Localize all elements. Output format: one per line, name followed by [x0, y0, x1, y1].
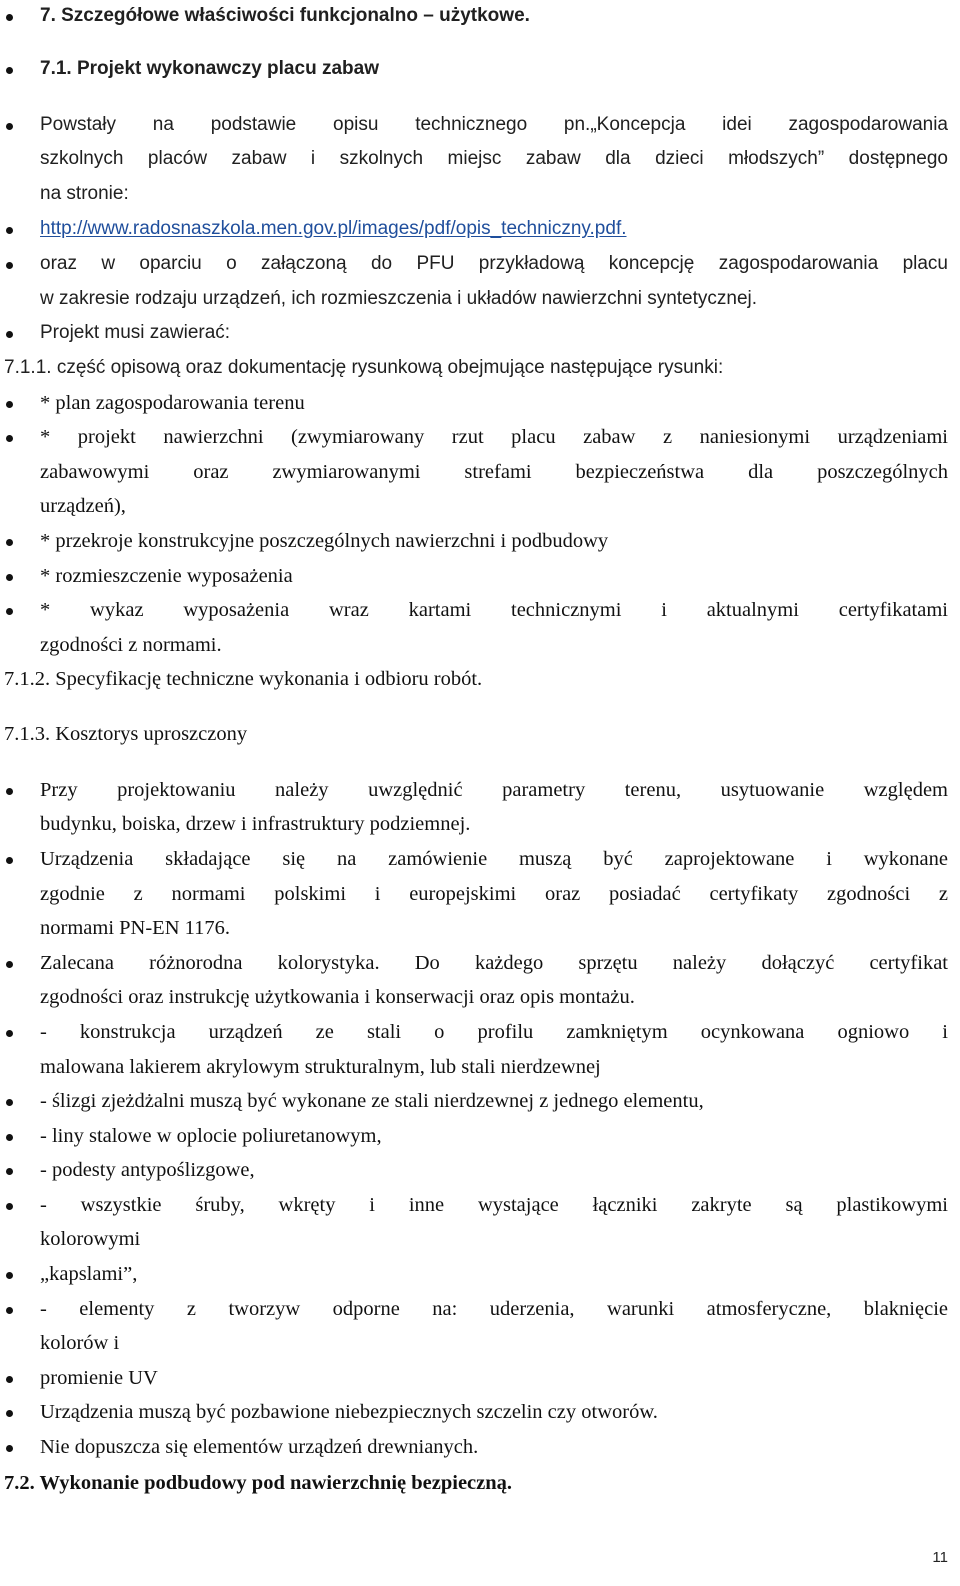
doc-line: kolorowymi: [40, 1228, 141, 1250]
bullet-icon: [6, 608, 13, 615]
doc-line: Nie dopuszcza się elementów urządzeń drewnianych.: [40, 1436, 479, 1458]
doc-line: „kapslami”,: [40, 1263, 138, 1285]
bullet-icon: [6, 123, 13, 130]
doc-line: zgodności oraz instrukcję użytkowania i konserwacji oraz opis montażu.: [40, 986, 635, 1008]
bullet-icon: [6, 574, 13, 581]
doc-line: - wszystkie śruby, wkręty i inne wystające łączniki zakryte są plastikowymi: [40, 1194, 948, 1216]
doc-line: Przy projektowaniu należy uwzględnić parametry terenu, usytuowanie względem: [40, 779, 948, 801]
bullet-icon: [6, 1376, 13, 1383]
bullet-icon: [6, 1030, 13, 1037]
doc-line: w zakresie rodzaju urządzeń, ich rozmieszczenia i układów nawierzchni syntetycznej.: [40, 288, 758, 309]
doc-line: kolorów i: [40, 1332, 120, 1354]
doc-line: - konstrukcja urządzeń ze stali o profilu zamkniętym ocynkowana ogniowo i: [40, 1021, 948, 1043]
doc-line: - liny stalowe w oplocie poliuretanowym,: [40, 1125, 382, 1147]
doc-line: 7.2. Wykonanie podbudowy pod nawierzchnię bezpieczną.: [4, 1472, 513, 1494]
doc-line: Urządzenia muszą być pozbawione niebezpiecznych szczelin czy otworów.: [40, 1401, 658, 1423]
doc-line: Urządzenia składające się na zamówienie muszą być zaprojektowane i wykonane: [40, 848, 948, 870]
bullet-icon: [6, 67, 13, 74]
bullet-icon: [6, 1272, 13, 1279]
bullet-icon: [6, 857, 13, 864]
doc-line: 7.1.1. część opisową oraz dokumentację rysunkową obejmujące następujące rysunki:: [4, 357, 724, 378]
bullet-icon: [6, 14, 13, 21]
doc-line: * wykaz wyposażenia wraz kartami technicznymi i aktualnymi certyfikatami: [40, 599, 948, 621]
bullet-icon: [6, 1134, 13, 1141]
doc-line: Powstały na podstawie opisu technicznego pn.„Koncepcja idei zagospodarowania: [40, 114, 948, 135]
doc-line: - elementy z tworzyw odporne na: uderzenia, warunki atmosferyczne, blaknięcie: [40, 1298, 948, 1320]
bullet-icon: [6, 539, 13, 546]
page-number: 11: [932, 1549, 948, 1566]
doc-line: Zalecana różnorodna kolorystyka. Do każdego sprzętu należy dołączyć certyfikat: [40, 952, 948, 974]
bullet-icon: [6, 788, 13, 795]
bullet-icon: [6, 1203, 13, 1210]
doc-line: na stronie:: [40, 183, 129, 204]
doc-line: promienie UV: [40, 1367, 158, 1389]
doc-line: * plan zagospodarowania terenu: [40, 392, 305, 414]
doc-line: - ślizgi zjeżdżalni muszą być wykonane ze stali nierdzewnej z jednego elementu,: [40, 1090, 704, 1112]
doc-line: zgodnie z normami polskimi i europejskimi oraz posiadać certyfikaty zgodności z: [40, 883, 948, 905]
doc-line: 7.1.2. Specyfikację techniczne wykonania i odbioru robót.: [4, 668, 483, 690]
doc-link[interactable]: http://www.radosnaszkola.men.gov.pl/images/pdf/opis_techniczny.pdf.: [40, 218, 627, 239]
doc-line: * rozmieszczenie wyposażenia: [40, 565, 293, 587]
doc-line: 7.1. Projekt wykonawczy placu zabaw: [40, 58, 379, 79]
doc-line: 7.1.3. Kosztorys uproszczony: [4, 723, 248, 745]
bullet-icon: [6, 227, 13, 234]
doc-line: zgodności z normami.: [40, 634, 222, 656]
bullet-icon: [6, 401, 13, 408]
doc-line: Projekt musi zawierać:: [40, 322, 231, 343]
bullet-icon: [6, 1307, 13, 1314]
doc-line: * projekt nawierzchni (zwymiarowany rzut placu zabaw z naniesionymi urządzeniami: [40, 426, 948, 448]
doc-line: normami PN-EN 1176.: [40, 917, 230, 939]
bullet-icon: [6, 961, 13, 968]
doc-line: szkolnych placów zabaw i szkolnych miejsc zabaw dla dzieci młodszych” dostępnego: [40, 148, 948, 169]
bullet-icon: [6, 331, 13, 338]
doc-line: urządzeń),: [40, 495, 126, 517]
bullet-icon: [6, 1445, 13, 1452]
doc-line: 7. Szczegółowe właściwości funkcjonalno – użytkowe.: [40, 5, 530, 26]
doc-line: oraz w oparciu o załączoną do PFU przykładową koncepcję zagospodarowania placu: [40, 253, 948, 274]
doc-line: * przekroje konstrukcyjne poszczególnych nawierzchni i podbudowy: [40, 530, 609, 552]
doc-line: malowana lakierem akrylowym strukturalnym, lub stali nierdzewnej: [40, 1056, 601, 1078]
bullet-icon: [6, 1168, 13, 1175]
bullet-icon: [6, 262, 13, 269]
bullet-icon: [6, 1099, 13, 1106]
doc-line: - podesty antypoślizgowe,: [40, 1159, 255, 1181]
doc-line: budynku, boiska, drzew i infrastruktury podziemnej.: [40, 813, 471, 835]
bullet-icon: [6, 435, 13, 442]
bullet-icon: [6, 1410, 13, 1417]
doc-line: zabawowymi oraz zwymiarowanymi strefami bezpieczeństwa dla poszczególnych: [40, 461, 948, 483]
